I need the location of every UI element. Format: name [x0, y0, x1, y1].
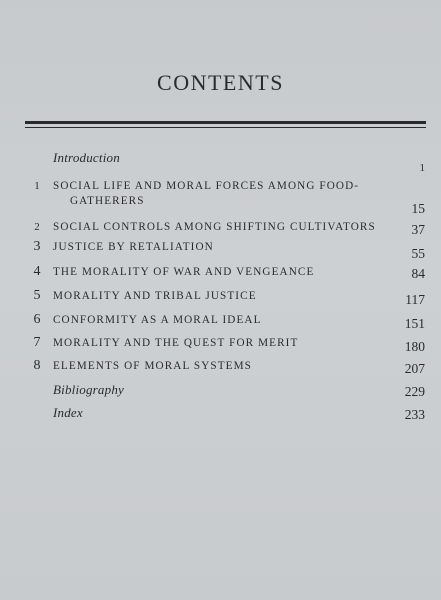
toc-entry-page: 15 — [411, 201, 425, 216]
heading-rule-thin — [25, 127, 426, 128]
toc-entry-page: 207 — [404, 361, 425, 376]
toc-entry-number: 2 — [34, 221, 40, 233]
toc-entry-title: Index — [53, 405, 83, 420]
toc-entry-page: 37 — [411, 222, 425, 237]
toc-entry-title: MORALITY AND TRIBAL JUSTICE — [53, 290, 257, 302]
toc-entry-title-continued: GATHERERS — [70, 195, 145, 207]
toc-entry-number: 7 — [33, 335, 41, 350]
toc-entry-number: 5 — [33, 288, 41, 303]
toc-entry-title: THE MORALITY OF WAR AND VENGEANCE — [53, 266, 315, 278]
toc-entry-number: 3 — [33, 239, 41, 254]
toc-entry-page: 151 — [404, 316, 425, 331]
toc-entry-number: 6 — [33, 312, 41, 327]
toc-entry-title: SOCIAL LIFE AND MORAL FORCES AMONG FOOD- — [53, 180, 360, 192]
toc-entry-number: 4 — [33, 264, 41, 279]
toc-entry-title: MORALITY AND THE QUEST FOR MERIT — [53, 337, 299, 349]
toc-entry-page: 117 — [405, 292, 425, 307]
toc-entry-number: 8 — [33, 358, 41, 373]
toc-entry-page: 55 — [411, 246, 425, 261]
toc-entry-page: 1 — [419, 162, 425, 174]
toc-entry-page: 229 — [404, 384, 425, 399]
toc-entry-title: ELEMENTS OF MORAL SYSTEMS — [53, 360, 252, 372]
toc-entry-title: JUSTICE BY RETALIATION — [53, 241, 214, 253]
toc-entry-title: Bibliography — [53, 382, 125, 397]
page-title: CONTENTS — [157, 70, 284, 95]
toc-entry-number: 1 — [34, 180, 40, 192]
heading-rule-thick — [25, 121, 426, 124]
toc-entry-title: CONFORMITY AS A MORAL IDEAL — [53, 314, 262, 326]
toc-entry-title: SOCIAL CONTROLS AMONG SHIFTING CULTIVATORS — [53, 221, 376, 233]
toc-entry-page: 84 — [411, 266, 425, 281]
toc-entry-page: 233 — [404, 407, 425, 422]
toc-entry-page: 180 — [404, 339, 425, 354]
toc-entry-title: Introduction — [53, 150, 120, 165]
